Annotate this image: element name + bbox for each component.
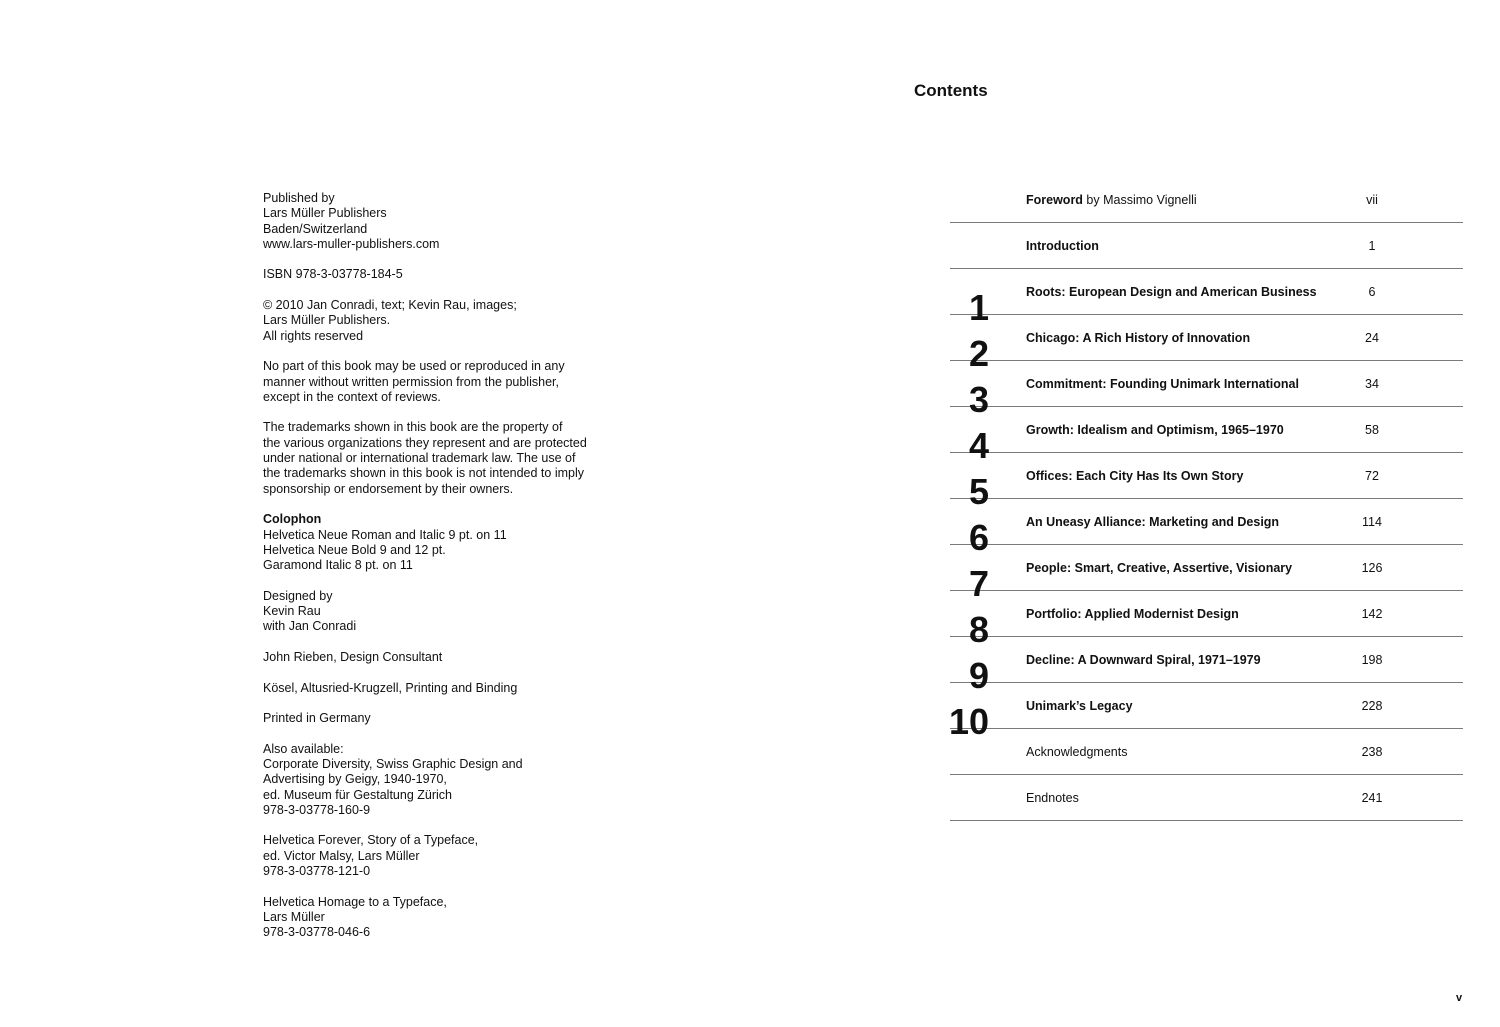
also-available-block [263, 742, 623, 818]
toc-entry [948, 683, 1463, 742]
text-line: Lars Müller Publishers. [263, 313, 391, 328]
text-line: 978-3-03778-160-9 [263, 802, 371, 817]
text-line: except in the context of reviews. [263, 389, 441, 404]
chapter-title-bold: Chicago: A Rich History of Innovation [1026, 331, 1251, 345]
chapter-title-bold: Commitment: Founding Unimark International [1026, 377, 1299, 391]
chapter-page-number: 241 [1361, 791, 1383, 805]
toc-entry [950, 637, 1463, 696]
text-line: Helvetica Homage to a Typeface, [263, 894, 447, 909]
chapter-number: 1 [968, 287, 989, 328]
chapter-number: 8 [968, 609, 989, 650]
chapter-number: 2 [968, 333, 989, 374]
toc-entry [950, 407, 1463, 466]
contents-title: Contents [914, 81, 988, 100]
chapter-title [1026, 791, 1079, 806]
text-line: www.lars-muller-publishers.com [263, 236, 440, 251]
chapter-title [1026, 699, 1133, 714]
text-line: Lars Müller Publishers [263, 206, 387, 221]
chapter-title [1026, 653, 1261, 668]
chapter-number: 10 [948, 701, 989, 742]
chapter-number: 3 [968, 379, 989, 420]
designed-by-block [263, 589, 623, 635]
printing-line: Kösel, Altusried-Krugzell, Printing and Binding [263, 680, 518, 695]
toc-entry [950, 729, 1463, 775]
chapter-page-number: 34 [1365, 377, 1379, 391]
colophon-text [263, 191, 623, 956]
chapter-title-bold: Unimark’s Legacy [1026, 699, 1133, 713]
chapter-title-regular: Acknowledgments [1026, 745, 1128, 759]
chapter-title [1026, 745, 1127, 760]
consultant-line: John Rieben, Design Consultant [263, 649, 443, 664]
text-line: Published by [263, 191, 335, 205]
text-line: Garamond Italic 8 pt. on 11 [263, 558, 413, 573]
text-line: Also available: [263, 741, 344, 756]
toc-entry [950, 223, 1463, 269]
table-of-contents [950, 177, 1463, 821]
printed-in-block [263, 711, 623, 726]
chapter-page-number: 142 [1361, 607, 1383, 621]
printed-in-line: Printed in Germany [263, 711, 371, 726]
text-line: the trademarks shown in this book is not intended to imply [263, 466, 585, 481]
consultant-block [263, 650, 623, 665]
isbn-block [263, 267, 623, 282]
chapter-number: 9 [968, 655, 989, 696]
chapter-title-bold: Portfolio: Applied Modernist Design [1026, 607, 1239, 621]
chapter-page-number: 126 [1361, 561, 1383, 575]
chapter-title [1026, 377, 1299, 392]
text-line: All rights reserved [263, 328, 364, 343]
type-specs-block [263, 512, 623, 573]
trademark-notice [263, 420, 623, 496]
text-line: © 2010 Jan Conradi, text; Kevin Rau, images; [263, 298, 517, 313]
text-line: ed. Victor Malsy, Lars Müller [263, 848, 420, 863]
chapter-title-bold: Roots: European Design and American Business [1026, 285, 1317, 299]
toc-entry [950, 315, 1463, 374]
chapter-title-bold: Introduction [1026, 239, 1099, 253]
copyright-block [263, 298, 623, 344]
text-line: manner without written permission from the publisher, [263, 374, 559, 389]
chapter-number: 6 [968, 517, 989, 558]
chapter-title [1026, 285, 1317, 300]
chapter-title [1026, 331, 1250, 346]
chapter-title [1026, 515, 1279, 530]
text-line: Helvetica Neue Bold 9 and 12 pt. [263, 542, 446, 557]
chapter-page-number: 198 [1361, 653, 1383, 667]
chapter-number: 5 [968, 471, 989, 512]
chapter-title [1026, 469, 1243, 484]
chapter-page-number: 58 [1365, 423, 1379, 437]
toc-entry [950, 361, 1463, 420]
chapter-page-number: 24 [1365, 331, 1379, 345]
isbn-line: ISBN 978-3-03778-184-5 [263, 267, 403, 282]
text-line: 978-3-03778-046-6 [263, 925, 371, 940]
text-line: The trademarks shown in this book are the property of [263, 420, 563, 435]
chapter-number: 4 [968, 425, 989, 466]
chapter-number: 7 [968, 563, 989, 604]
chapter-title [1026, 239, 1099, 254]
printing-block [263, 681, 623, 696]
chapter-title [1026, 193, 1197, 208]
text-line: ed. Museum für Gestaltung Zürich [263, 787, 452, 802]
toc-entry [950, 453, 1463, 512]
chapter-page-number: 1 [1368, 239, 1376, 253]
publisher-block [263, 191, 623, 252]
toc-entry [950, 775, 1463, 821]
chapter-title [1026, 607, 1239, 622]
chapter-page-number: 72 [1365, 469, 1379, 483]
chapter-title [1026, 423, 1284, 438]
text-line: Lars Müller [263, 909, 325, 924]
text-line: Helvetica Neue Roman and Italic 9 pt. on 11 [263, 527, 507, 542]
toc-entry [950, 177, 1463, 223]
chapter-title-bold: Offices: Each City Has Its Own Story [1026, 469, 1244, 483]
chapter-title-bold: Growth: Idealism and Optimism, 1965–1970 [1026, 423, 1284, 437]
text-line: Kevin Rau [263, 604, 321, 619]
text-line: No part of this book may be used or reproduced in any [263, 359, 565, 374]
text-line: sponsorship or endorsement by their owners. [263, 481, 514, 496]
text-line: Advertising by Geigy, 1940-1970, [263, 772, 447, 787]
text-line: Designed by [263, 588, 333, 603]
chapter-title-regular: Endnotes [1026, 791, 1079, 805]
chapter-page-number: 228 [1361, 699, 1383, 713]
chapter-title-bold: An Uneasy Alliance: Marketing and Design [1026, 515, 1280, 529]
chapter-page-number: 6 [1368, 285, 1376, 299]
colophon-heading: Colophon [263, 512, 322, 527]
chapter-page-number: vii [1366, 193, 1378, 207]
text-line: the various organizations they represent and are protected [263, 435, 587, 450]
chapter-page-number: 114 [1362, 515, 1382, 529]
toc-entry [950, 591, 1463, 650]
helvetica-forever-block [263, 833, 623, 879]
type-specs [263, 528, 623, 574]
chapter-title [1026, 561, 1292, 576]
reproduction-notice [263, 359, 623, 405]
chapter-title-bold: Decline: A Downward Spiral, 1971–1979 [1026, 653, 1261, 667]
text-line: Baden/Switzerland [263, 221, 368, 236]
toc-entry [950, 269, 1463, 328]
text-line: Corporate Diversity, Swiss Graphic Design and [263, 756, 523, 771]
toc-entry [950, 545, 1463, 604]
chapter-title-bold: Foreword [1026, 193, 1083, 207]
helvetica-homage-block [263, 895, 623, 941]
chapter-title-regular: by Massimo Vignelli [1082, 193, 1197, 207]
chapter-page-number: 238 [1361, 745, 1383, 759]
text-line: Helvetica Forever, Story of a Typeface, [263, 833, 479, 848]
toc-entry [950, 499, 1463, 558]
page-number: v [1456, 992, 1463, 1004]
text-line: 978-3-03778-121-0 [263, 864, 371, 879]
chapter-title-bold: People: Smart, Creative, Assertive, Visionary [1026, 561, 1293, 575]
text-line: under national or international trademark law. The use of [263, 451, 576, 466]
text-line: with Jan Conradi [263, 619, 357, 634]
